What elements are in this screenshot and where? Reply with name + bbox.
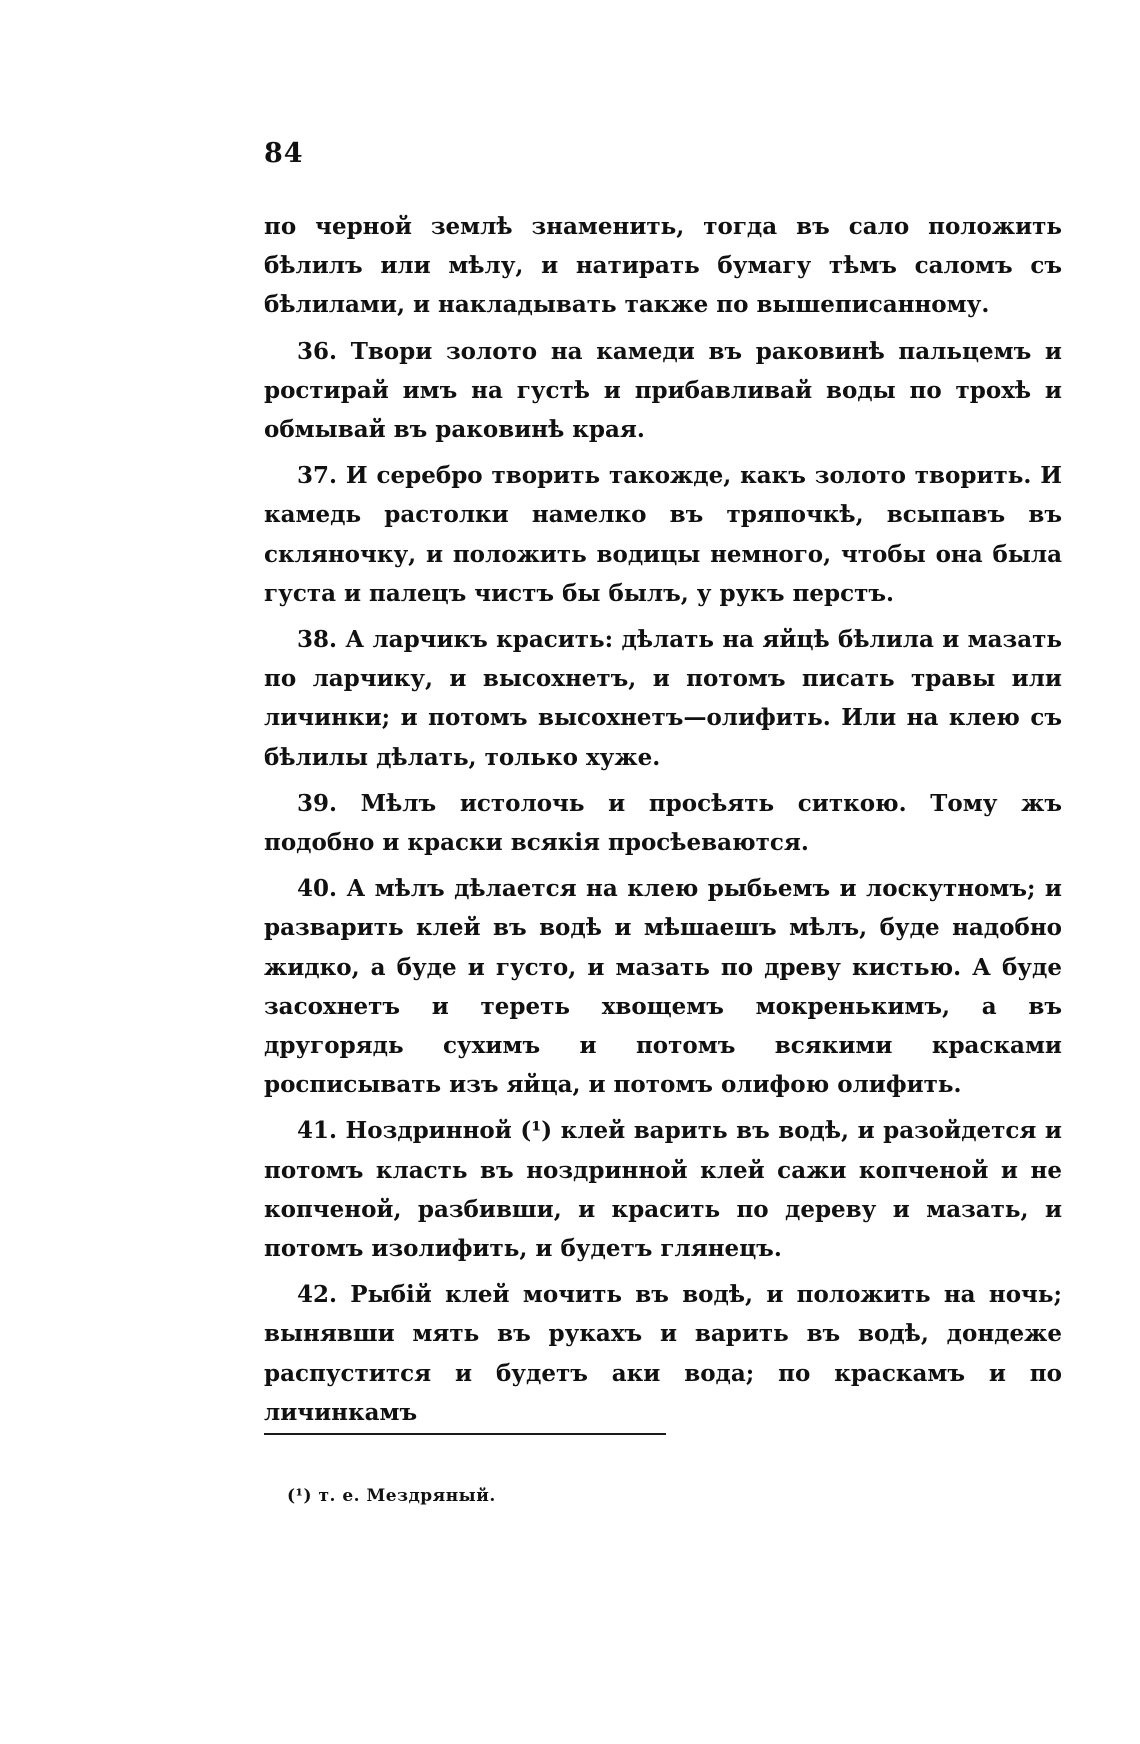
paragraph-36: 36. Твори золото на камеди въ раковинѣ пальцемъ и ростирай имъ на густѣ и прибавливай воды по трохѣ и обмывай въ раковинѣ края. <box>264 337 1062 444</box>
footnote: (¹) т. е. Мездряный. <box>287 1486 496 1506</box>
paragraph-42: 42. Рыбiй клей мочить въ водѣ, и положить на ночь; вынявши мять въ рукахъ и варить въ водѣ, дондеже распустится и будетъ аки вода; по краскамъ и по личинкамъ <box>264 1281 1062 1426</box>
paragraph-40: 40. А мѣлъ дѣлается на клею рыбьемъ и лоскутномъ; и разварить клей въ водѣ и мѣшаешъ мѣлъ, буде надобно жидко, а буде и густо, и мазать по древу кистью. А буде засохнетъ и тереть хвощемъ мокренькимъ, а въ другорядь сухимъ и потомъ всякими красками росписывать изъ яйца, и потомъ олифою олифить. <box>264 875 1062 1099</box>
body-text <box>264 207 1062 1439</box>
paragraph-41: 41. Ноздринной (¹) клей варить въ водѣ, и разойдется и потомъ класть въ ноздринной клей сажи копченой и не копченой, разбивши, и красить по дереву и мазать, и потомъ изолифить, и будетъ глянецъ. <box>264 1117 1062 1263</box>
paragraph-continued: по черной землѣ знаменить, тогда въ сало положить бѣлилъ или мѣлу, и натирать бумагу тѣмъ саломъ съ бѣлилами, и накладывать также по вышеписанному. <box>264 213 1062 319</box>
page-number: 84 <box>264 138 304 169</box>
paragraph-38: 38. А ларчикъ красить: дѣлать на яйцѣ бѣлила и мазать по ларчику, и высохнетъ, и потомъ писать травы или личинки; и потомъ высохнетъ—олифить. Или на клею съ бѣлилы дѣлать, только хуже. <box>264 626 1062 771</box>
paragraph-39: 39. Мѣлъ истолочь и просѣять ситкою. Тому жъ подобно и краски всякiя просѣеваются. <box>264 789 1062 857</box>
footnote-divider <box>264 1433 666 1435</box>
paragraph-37: 37. И серебро творить такожде, какъ золото творить. И камедь растолки намелко въ тряпочкѣ, всыпавъ въ скляночку, и положить водицы немного, чтобы она была густа и палецъ чистъ бы былъ, у рукъ перстъ. <box>264 462 1062 607</box>
